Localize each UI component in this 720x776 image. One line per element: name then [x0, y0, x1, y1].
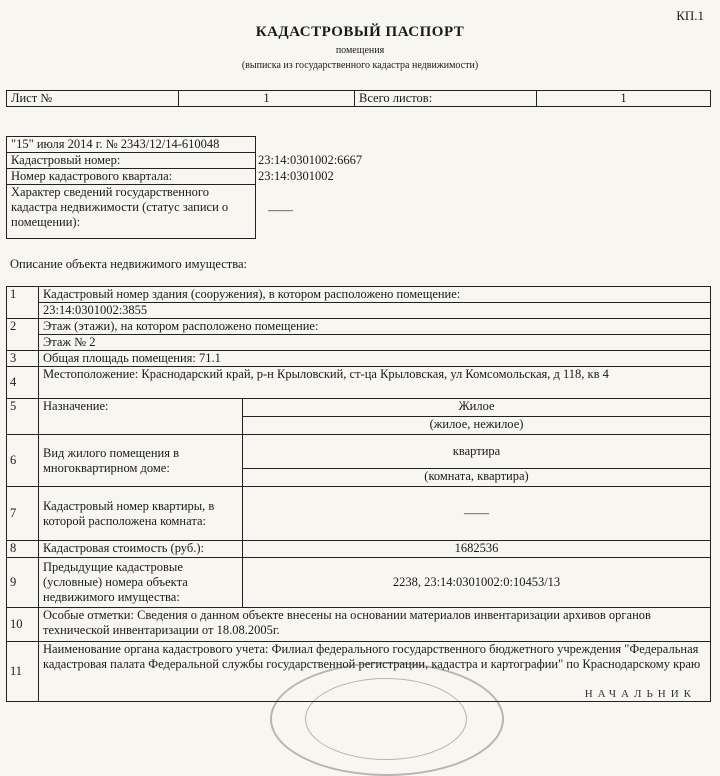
status-label: Характер сведений государственного кадастра недвижимости (статус записи о помещении):	[7, 185, 256, 239]
row-label: Вид жилого помещения в многоквартирном доме:	[39, 435, 243, 487]
row-value: 23:14:0301002:3855	[39, 303, 711, 319]
sheet-label: Лист №	[7, 91, 179, 107]
margin-signature-text: НАЧАЛЬНИК	[584, 688, 696, 700]
total-sheets-value: 1	[537, 91, 711, 107]
row-hint: (жилое, нежилое)	[243, 417, 711, 435]
row-label: Общая площадь помещения: 71.1	[39, 351, 711, 367]
row-label: Кадастровая стоимость (руб.):	[39, 541, 243, 558]
cadastral-number-value: 23:14:0301002:6667	[258, 153, 363, 167]
row-value: Этаж № 2	[39, 335, 711, 351]
row-value: 2238, 23:14:0301002:0:10453/13	[243, 558, 711, 608]
row-number: 6	[7, 435, 39, 487]
row-value: Жилое	[243, 399, 711, 417]
row-label: Предыдущие кадастровые (условные) номера объекта недвижимого имущества:	[39, 558, 243, 608]
row-label: Кадастровый номер квартиры, в которой расположена комната:	[39, 487, 243, 541]
quarter-label: Номер кадастрового квартала:	[7, 169, 256, 185]
row-number: 7	[7, 487, 39, 541]
row-label: Особые отметки: Сведения о данном объекте внесены на основании материалов инвентаризации архивов органов технической инвентаризации от 18.08.2005г.	[39, 608, 711, 642]
row-number: 3	[7, 351, 39, 367]
row-value: 1682536	[243, 541, 711, 558]
row-label: Наименование органа кадастрового учета: Филиал федерального государственного бюджетного учреждения "Федеральная кадастровая палата Федеральной службы государственной регистрации, кадастра и картографии" по Краснодарскому краю	[39, 642, 711, 702]
row-number: 8	[7, 541, 39, 558]
cadastral-number-label: Кадастровый номер:	[7, 153, 256, 169]
date-number: "15" июля 2014 г. № 2343/12/14-610048	[7, 137, 256, 153]
row-number: 4	[7, 367, 39, 399]
total-sheets-label: Всего листов:	[355, 91, 537, 107]
description-table	[6, 286, 711, 702]
quarter-value: 23:14:0301002	[258, 169, 334, 183]
row-number: 11	[7, 642, 39, 702]
row-number: 2	[7, 319, 39, 351]
row-number: 1	[7, 287, 39, 319]
section-title: Описание объекта недвижимого имущества:	[10, 257, 248, 271]
row-number: 5	[7, 399, 39, 435]
row-label: Кадастровый номер здания (сооружения), в котором расположено помещение:	[39, 287, 711, 303]
document-subtitle: помещения	[335, 45, 385, 56]
document-extract-note: (выписка из государственного кадастра недвижимости)	[241, 60, 479, 71]
document-title: КАДАСТРОВЫЙ ПАСПОРТ	[255, 24, 465, 40]
sheet-table	[6, 90, 711, 107]
row-label: Местоположение: Краснодарский край, р-н Крыловский, ст-ца Крыловская, ул Комсомольская, д 118, кв 4	[39, 367, 711, 399]
row-value: ——	[243, 487, 711, 541]
meta-table	[6, 136, 256, 239]
row-label: Назначение:	[39, 399, 243, 435]
status-value: ——	[268, 203, 293, 217]
row-hint: (комната, квартира)	[243, 469, 711, 487]
row-value: квартира	[243, 435, 711, 469]
row-number: 9	[7, 558, 39, 608]
sheet-value: 1	[179, 91, 355, 107]
row-number: 10	[7, 608, 39, 642]
form-code: КП.1	[676, 8, 704, 23]
row-label: Этаж (этажи), на котором расположено помещение:	[39, 319, 711, 335]
